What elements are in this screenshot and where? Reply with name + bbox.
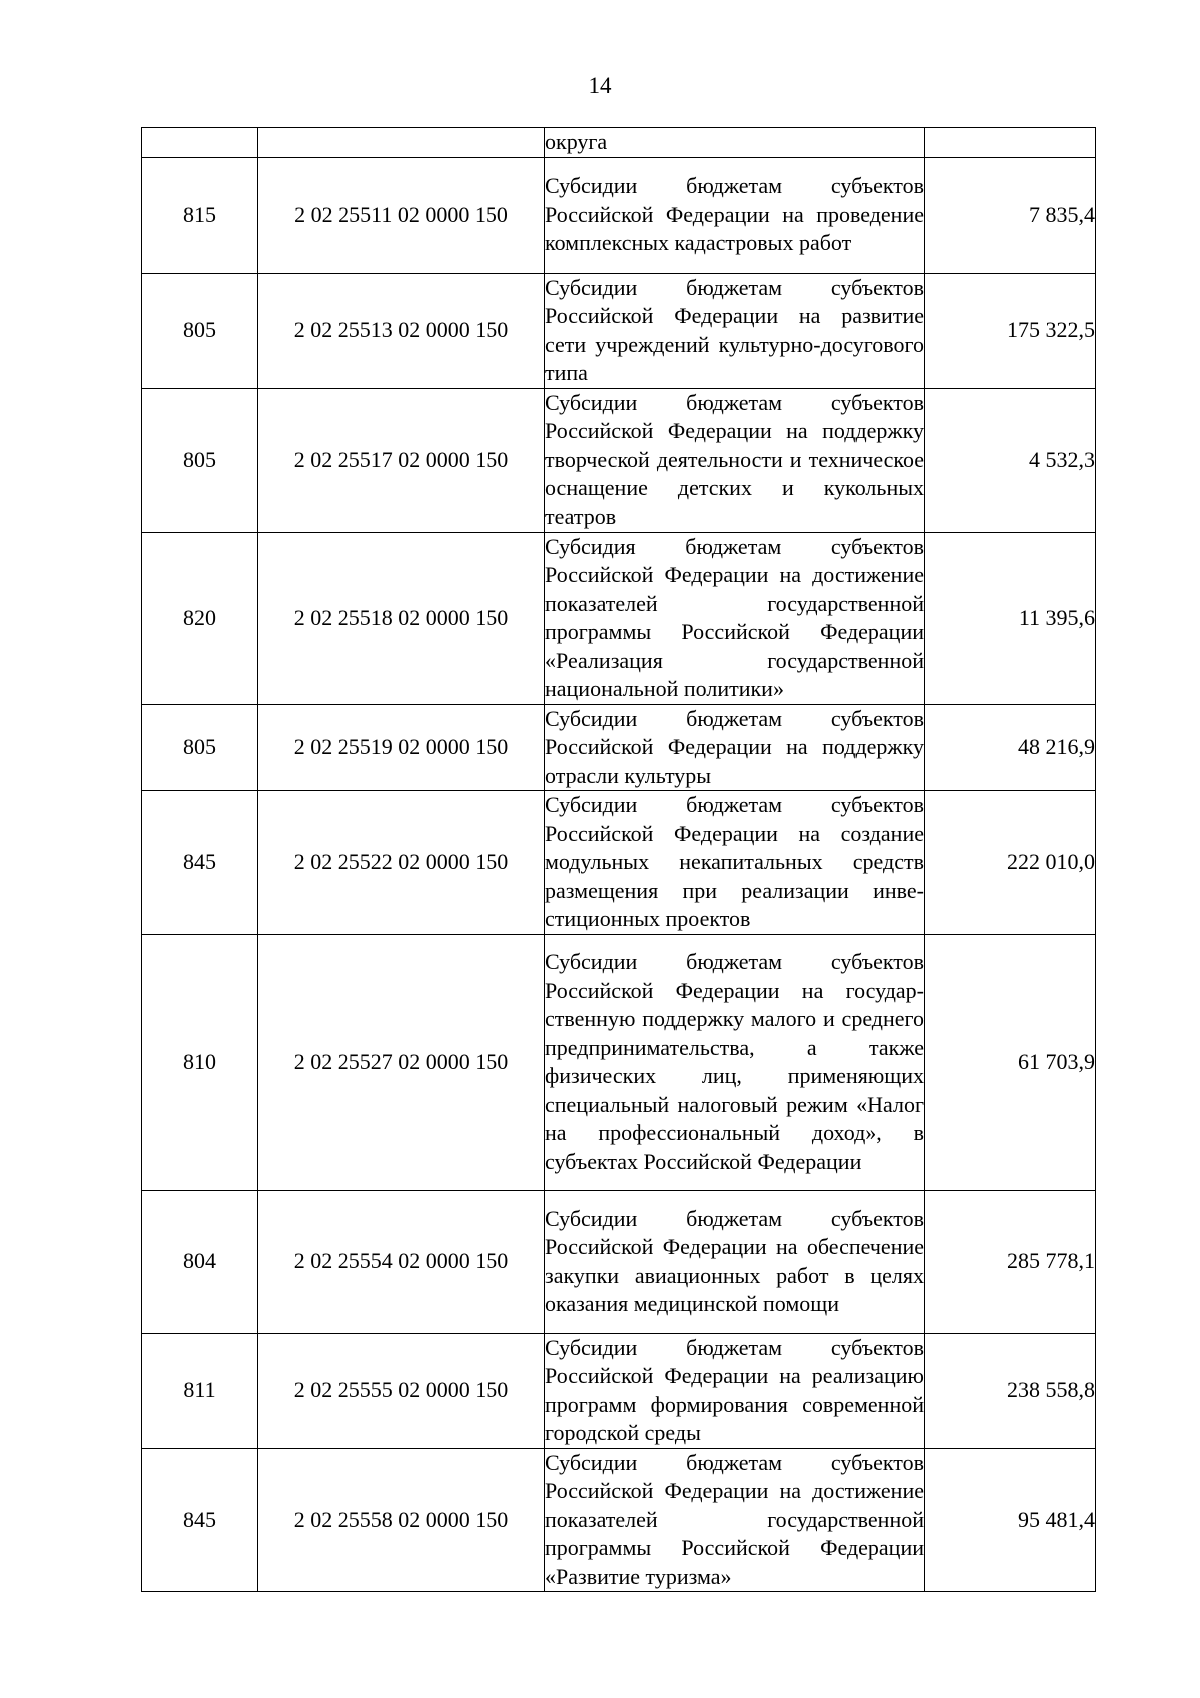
budget-code-cell (258, 128, 545, 158)
table-row (142, 1333, 1096, 1448)
amount-cell: 222 010,0 (925, 791, 1096, 935)
budget-code-cell: 2 02 25555 02 0000 150 (258, 1333, 545, 1448)
admin-code-cell: 820 (142, 532, 258, 704)
admin-code-cell: 805 (142, 273, 258, 388)
table-row (142, 157, 1096, 273)
budget-code-cell: 2 02 25527 02 0000 150 (258, 934, 545, 1190)
page-number: 14 (588, 73, 612, 98)
table-row (142, 704, 1096, 791)
amount-cell (925, 128, 1096, 158)
amount-cell: 285 778,1 (925, 1190, 1096, 1333)
admin-code-cell: 845 (142, 791, 258, 935)
admin-code-cell: 804 (142, 1190, 258, 1333)
admin-code-cell: 815 (142, 157, 258, 273)
description-cell: Субсидии бюджетам субъектов Российской Федерации на создание модульных некапитальных средств размещения при реализации инвестиционных проектов (545, 791, 925, 935)
description-cell: Субсидии бюджетам субъектов Российской Федерации на проведение комплексных кадастровых работ (545, 157, 925, 273)
description-cell: Субсидии бюджетам субъектов Российской Федерации на поддержку творческой деятельности и техническое оснащение детских и кукольных театров (545, 388, 925, 532)
table-row (142, 532, 1096, 704)
amount-cell: 7 835,4 (925, 157, 1096, 273)
amount-cell: 48 216,9 (925, 704, 1096, 791)
budget-code-cell: 2 02 25519 02 0000 150 (258, 704, 545, 791)
amount-cell: 175 322,5 (925, 273, 1096, 388)
description-cell: Субсидии бюджетам субъектов Российской Федерации на государственную поддержку малого и среднего предпринимательства, а также физических лиц, применяющих специальный налоговый режим «Налог на профессиональный доход», в субъектах Российской Федерации (545, 934, 925, 1190)
description-cell: Субсидии бюджетам субъектов Российской Федерации на достижение показателей государственной программы Российской Федерации «Развитие туризма» (545, 1448, 925, 1592)
admin-code-cell: 805 (142, 704, 258, 791)
table-row (142, 1190, 1096, 1333)
description-cell: Субсидии бюджетам субъектов Российской Федерации на реализацию программ формирования современной городской среды (545, 1333, 925, 1448)
budget-table (141, 127, 1096, 1592)
amount-cell: 95 481,4 (925, 1448, 1096, 1592)
admin-code-cell: 810 (142, 934, 258, 1190)
amount-cell: 238 558,8 (925, 1333, 1096, 1448)
budget-code-cell: 2 02 25518 02 0000 150 (258, 532, 545, 704)
table-row (142, 388, 1096, 532)
budget-table-body (142, 128, 1096, 1592)
budget-code-cell: 2 02 25558 02 0000 150 (258, 1448, 545, 1592)
description-cell: Субсидии бюджетам субъектов Российской Федерации на развитие сети учреждений культурно-досугового типа (545, 273, 925, 388)
amount-cell: 11 395,6 (925, 532, 1096, 704)
budget-code-cell: 2 02 25517 02 0000 150 (258, 388, 545, 532)
table-row (142, 273, 1096, 388)
budget-code-cell: 2 02 25511 02 0000 150 (258, 157, 545, 273)
description-cell: округа (545, 128, 925, 158)
admin-code-cell: 805 (142, 388, 258, 532)
amount-cell: 61 703,9 (925, 934, 1096, 1190)
table-row (142, 791, 1096, 935)
description-cell: Субсидии бюджетам субъектов Российской Федерации на поддержку отрасли культуры (545, 704, 925, 791)
budget-code-cell: 2 02 25522 02 0000 150 (258, 791, 545, 935)
admin-code-cell (142, 128, 258, 158)
table-row (142, 128, 1096, 158)
description-cell: Субсидия бюджетам субъектов Российской Федерации на достижение показателей государственной программы Российской Федерации «Реализация государственной национальной политики» (545, 532, 925, 704)
table-row (142, 934, 1096, 1190)
budget-code-cell: 2 02 25513 02 0000 150 (258, 273, 545, 388)
admin-code-cell: 811 (142, 1333, 258, 1448)
admin-code-cell: 845 (142, 1448, 258, 1592)
description-cell: Субсидии бюджетам субъектов Российской Федерации на обеспечение закупки авиационных работ в целях оказания медицинской помощи (545, 1190, 925, 1333)
budget-code-cell: 2 02 25554 02 0000 150 (258, 1190, 545, 1333)
amount-cell: 4 532,3 (925, 388, 1096, 532)
table-row (142, 1448, 1096, 1592)
